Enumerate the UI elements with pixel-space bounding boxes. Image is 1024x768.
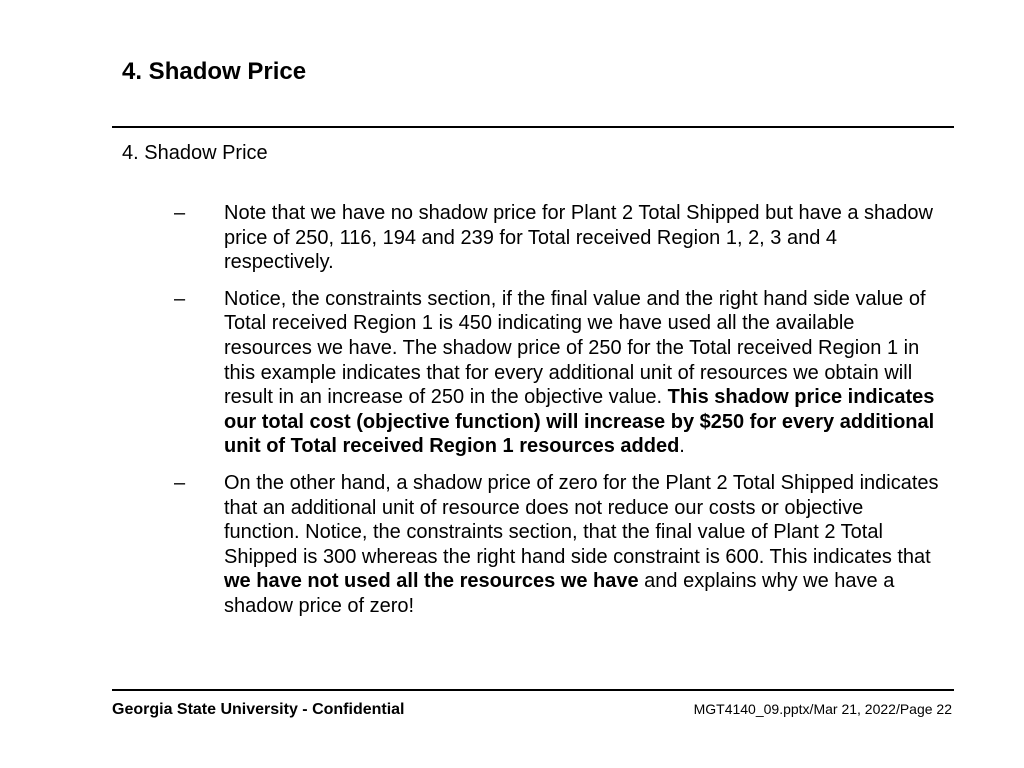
footer-divider <box>112 689 954 691</box>
bullet-dash: – <box>174 287 186 310</box>
footer-organization: Georgia State University - Confidential <box>112 701 405 718</box>
bullet-dash: – <box>174 202 186 224</box>
title-divider <box>112 126 954 128</box>
slide-title: 4. Shadow Price <box>122 58 307 85</box>
bullet-text: . <box>679 435 685 458</box>
bullet-dash: – <box>174 471 186 494</box>
bullet-emphasis: This shadow price indicates our total cost (objective function) will increase by $250 for every additional unit of Total received Region 1 resources added <box>224 386 935 458</box>
bullet-item <box>172 287 944 459</box>
footer-page-info: MGT4140_09.pptx/Mar 21, 2022/Page 22 <box>693 701 952 717</box>
bullet-item <box>172 201 944 275</box>
bullet-list <box>172 201 944 631</box>
section-heading: 4. Shadow Price <box>122 142 268 164</box>
bullet-item <box>172 471 944 619</box>
bullet-text: Note that we have no shadow price for Plant 2 Total Shipped but have a shadow price of 250, 116, 194 and 239 for Total received Region 1, 2, 3 and 4 respectively. <box>224 202 933 274</box>
bullet-text: and explains why we have a shadow price of zero! <box>224 570 895 617</box>
bullet-text: On the other hand, a shadow price of zero for the Plant 2 Total Shipped indicates that an additional unit of resource does not reduce our costs or objective function. Notice, the constraints section, that the final value of Plant 2 Total Shipped is 300 whereas the right hand side constraint is 600. This indicates that <box>224 471 939 568</box>
bullet-text: Notice, the constraints section, if the final value and the right hand side value of Total received Region 1 is 450 indicating we have used all the available resources we have. The shadow price of 250 for the Total received Region 1 in this example indicates that for every additional unit of resources we obtain will result in an increase of 250 in the objective value. <box>224 287 926 409</box>
bullet-emphasis: we have not used all the resources we have <box>224 570 639 593</box>
